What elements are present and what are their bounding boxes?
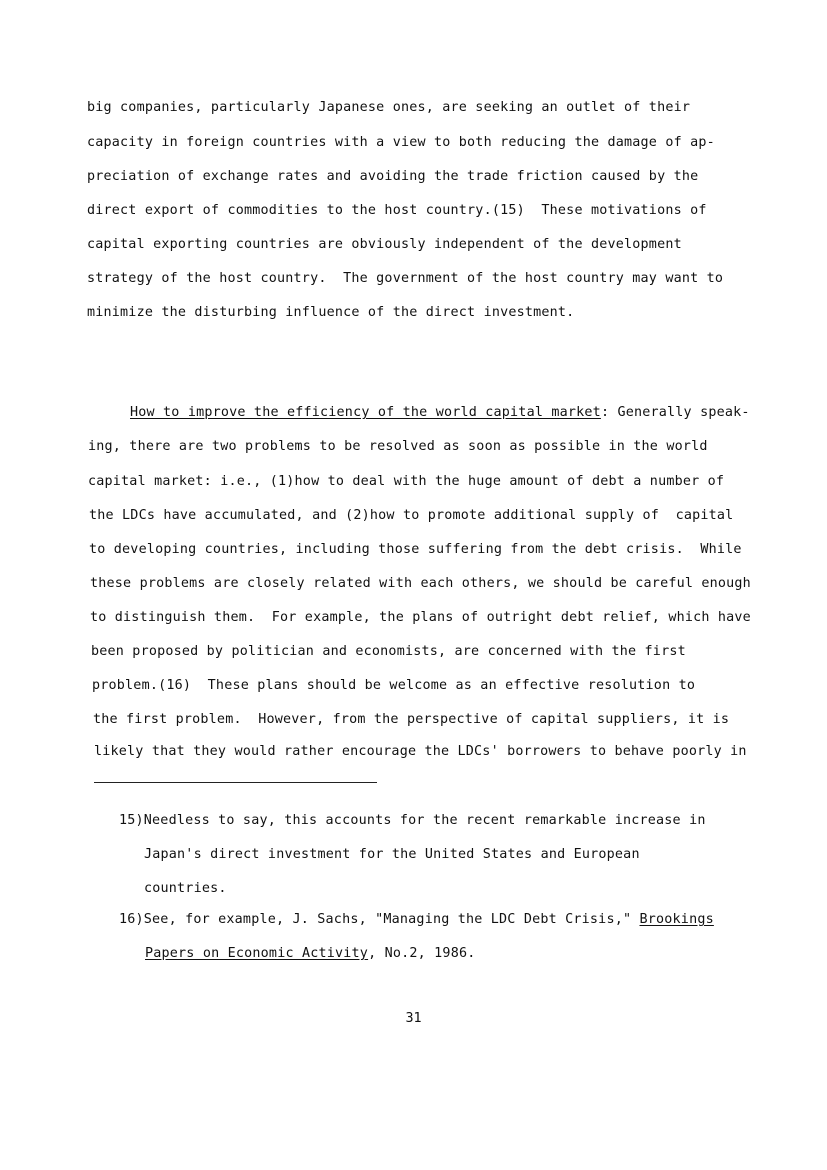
- paragraph-1-line: capital exporting countries are obviously independent of the development: [87, 237, 682, 252]
- paragraph-1-line: minimize the disturbing influence of the direct investment.: [87, 305, 575, 320]
- paragraph-1-line: strategy of the host country. The government of the host country may want to: [87, 271, 724, 286]
- journal-title: Brookings: [639, 912, 714, 927]
- paragraph-2-line: ing, there are two problems to be resolved as soon as possible in the world: [88, 439, 708, 454]
- paragraph-1-line: big companies, particularly Japanese ones, are seeking an outlet of their: [87, 100, 691, 115]
- section-heading: How to improve the efficiency of the world capital market: [130, 405, 601, 420]
- footnote-15-line: 15)Needless to say, this accounts for the recent remarkable increase in: [119, 813, 706, 828]
- footnote-15-line: countries.: [144, 881, 227, 896]
- footnote-16-line: [119, 911, 714, 929]
- paragraph-1-line: capacity in foreign countries with a view to both reducing the damage of ap-: [87, 135, 715, 150]
- paragraph-2-line: capital market: i.e., (1)how to deal with the huge amount of debt a number of: [88, 474, 725, 489]
- paragraph-2-line: likely that they would rather encourage the LDCs' borrowers to behave poorly in: [94, 744, 747, 759]
- paragraph-2-first-line: [130, 404, 750, 422]
- footnote-16-line: [145, 945, 475, 963]
- footnote-15-line: Japan's direct investment for the United States and European: [144, 847, 640, 862]
- paragraph-1-line: direct export of commodities to the host country.(15) These motivations of: [87, 203, 707, 218]
- paragraph-2-line: the LDCs have accumulated, and (2)how to promote additional supply of capital: [89, 508, 734, 523]
- paragraph-2-first-line-text: : Generally speak-: [600, 405, 750, 420]
- paragraph-2-line: been proposed by politician and economists, are concerned with the first: [91, 644, 686, 659]
- paragraph-2-line: the first problem. However, from the perspective of capital suppliers, it is: [93, 712, 730, 727]
- footnote-16-citation: , No.2, 1986.: [368, 946, 476, 961]
- footnote-16-text: 16)See, for example, J. Sachs, "Managing the LDC Debt Crisis,": [119, 912, 640, 927]
- paragraph-2-line: these problems are closely related with each others, we should be careful enough: [90, 576, 751, 591]
- journal-title: Papers on Economic Activity: [145, 946, 369, 961]
- paragraph-2-line: problem.(16) These plans should be welcome as an effective resolution to: [92, 678, 696, 693]
- page-number: 31: [405, 1011, 422, 1026]
- paragraph-2-line: to developing countries, including those suffering from the debt crisis. While: [89, 542, 742, 557]
- footnote-divider: [94, 782, 377, 783]
- paragraph-1-line: preciation of exchange rates and avoiding the trade friction caused by the: [87, 169, 699, 184]
- paragraph-2-line: to distinguish them. For example, the plans of outright debt relief, which have: [90, 610, 751, 625]
